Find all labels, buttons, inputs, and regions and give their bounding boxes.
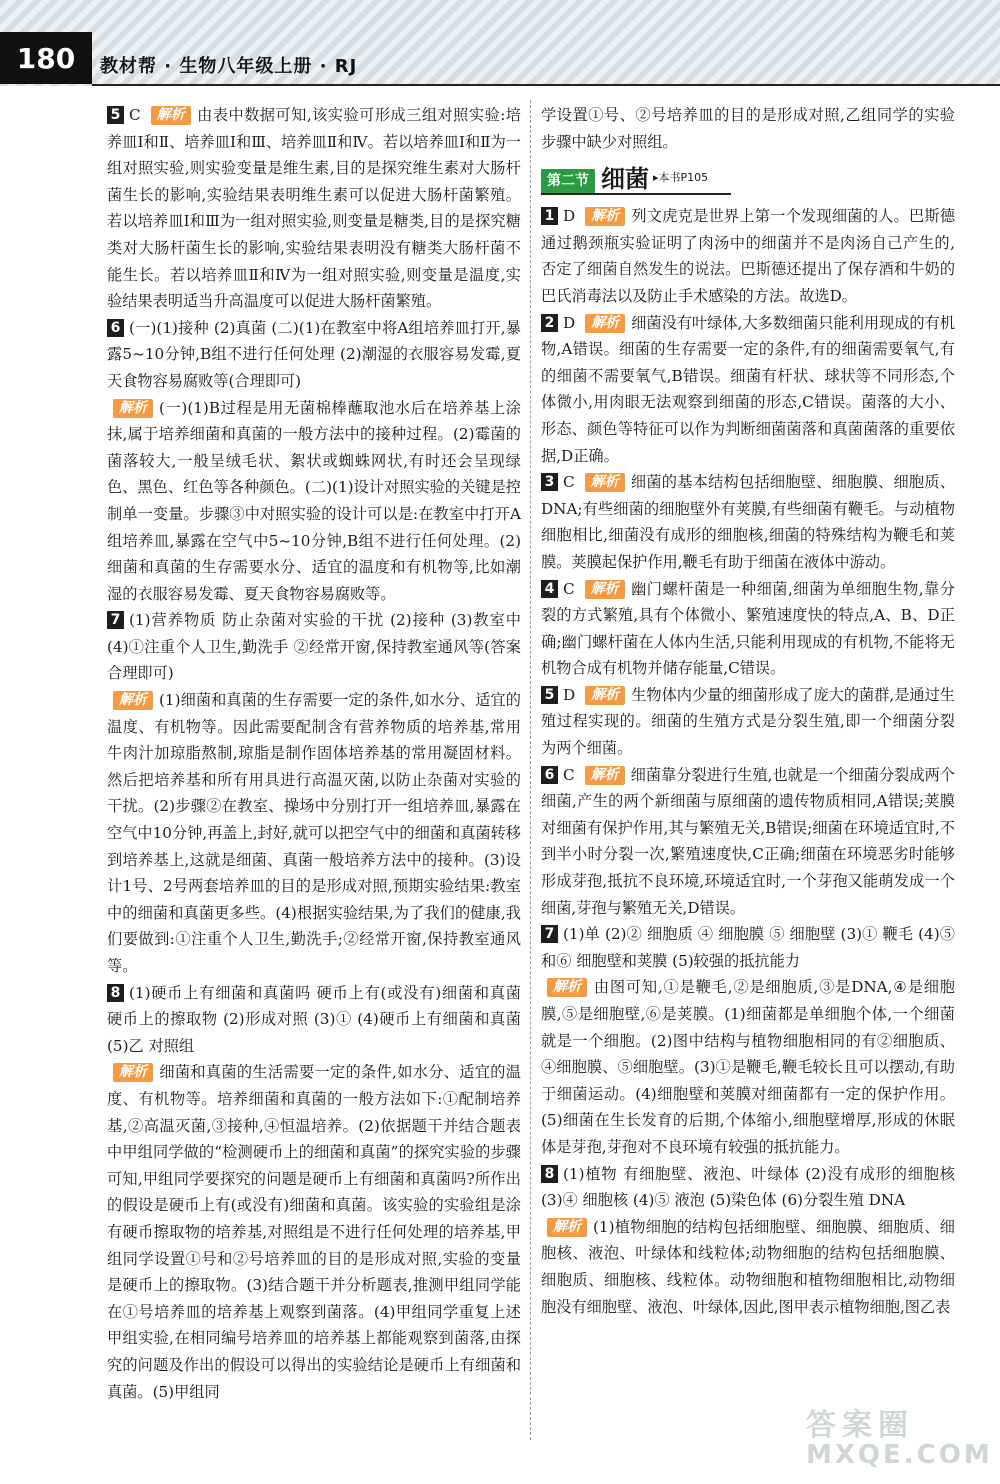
question-number: 6 [107,319,124,337]
answer-choice: D [563,313,576,332]
analysis-tag: 解析 [585,473,625,492]
question-number: 4 [541,580,558,598]
question-number: 8 [107,984,124,1002]
question-number: 5 [107,106,124,124]
question-number: 7 [107,611,124,629]
answer-entry [541,203,955,309]
watermark-top: 答案圈 [806,1408,914,1443]
entry-text: (1)单 (2)② 细胞质 ④ 细胞膜 ⑤ 细胞壁 (3)① 鞭毛 (4)⑤和⑥ 细胞壁和荚膜 (5)较强的抵抗能力 [541,925,955,970]
section-title: 细菌 [601,165,649,194]
question-number: 7 [541,925,558,943]
answer-choice: C [563,473,575,492]
entry-text: 细菌和真菌的生活需要一定的条件,如水分、适宜的温度、有机物等。培养细菌和真菌的一般方法如下:①配制培养基,②高温灭菌,③接种,④恒温培养。(2)依据题干并结合题表中甲组同学做的“检测硬币上的细菌和真菌”的探究实验的步骤可知,甲组同学要探究的问题是硬币上有细菌和真菌吗?所作出的假设是硬币上有(或没有)细菌和真菌。该实验的实验组是涂有硬币擦取物的培养基,对照组是不进行任何处理的培养基,甲组同学设置①号和②号培养皿的目的是形成对照,实验的变量是硬币上的擦取物。(3)结合题干并分析题表,推测甲组同学能在①号培养皿的培养基上观察到菌落。(4)甲组同学重复上述甲组实验,在相同编号培养皿的培养基上都能观察到菌落,由探究的问题及作出的假设可以得出的实验结论是硬币上有细菌和真菌。(5)甲组同 [107,1063,521,1401]
answer-entry [107,607,521,687]
entry-text: 细菌靠分裂进行生殖,也就是一个细菌分裂成两个细菌,产生的两个新细菌与原细菌的遗传物质相同,A错误;荚膜对细菌有保护作用,其与繁殖无关,B错误;细菌在环境适宜时,不到半小时分裂一次,繁殖速度快,C正确;细菌在环境恶劣时能够形成芽孢,抵抗不良环境,环境适宜时,一个芽孢又能萌发成一个细菌,芽孢与繁殖无关,D错误。 [541,765,955,917]
analysis-tag: 解析 [113,399,153,418]
entry-text: 列文虎克是世界上第一个发现细菌的人。巴斯德通过鹅颈瓶实验证明了肉汤中的细菌并不是肉汤自己产生的,否定了细菌自然发生的说法。巴斯德还提出了保存酒和牛奶的巴氏消毒法以及防止手术感染的方法。故选D。 [541,207,955,305]
question-number: 8 [541,1165,558,1183]
entry-text: (1)细菌和真菌的生存需要一定的条件,如水分、适宜的温度、有机物等。因此需要配制含有营养物质的培养基,常用牛肉汁加琼脂熬制,琼脂是制作固体培养基的常用凝固材料。然后把培养基和所有用具进行高温灭菌,以防止杂菌对实验的干扰。(2)步骤②在教室、操场中分别打开一组培养皿,暴露在空气中10分钟,再盖上,封好,就可以把空气中的细菌和真菌转移到培养基上,这就是细菌、真菌一般培养方法中的接种。(3)设计1号、2号两套培养皿的目的是形成对照,预期实验结果:教室中的细菌和真菌更多些。(4)根据实验结果,为了我们的健康,我们要做到:①注重个人卫生,勤洗手;②经常开窗,保持教室通风等。 [107,691,521,975]
answer-entry [541,310,955,470]
question-number: 6 [541,766,558,784]
entry-text: 由表中数据可知,该实验可形成三组对照实验:培养皿Ⅰ和Ⅱ、培养皿Ⅰ和Ⅲ、培养皿Ⅱ和Ⅳ。若以培养皿Ⅰ和Ⅱ为一组对照实验,则实验变量是维生素,目的是探究维生素对大肠杆菌生长的影响,实验结果表明维生素可以促进大肠杆菌繁殖。若以培养皿Ⅰ和Ⅲ为一组对照实验,则变量是糖类,目的是探究糖类对大肠杆菌生长的影响,实验结果表明没有糖类大肠杆菌不能生长。若以培养皿Ⅱ和Ⅳ为一组对照实验,则变量是温度,实验结果表明适当升高温度可以促进大肠杆菌繁殖。 [107,106,521,311]
analysis-tag: 解析 [585,766,625,785]
entry-text: (1)营养物质 防止杂菌对实验的干扰 (2)接种 (3)教室中 (4)①注重个人卫生,勤洗手 ②经常开窗,保持教室通风等(答案合理即可) [107,611,521,683]
analysis-tag: 解析 [113,1063,153,1082]
analysis-tag: 解析 [547,978,587,997]
answer-entry [107,395,521,608]
section-badge: 第二节 [541,169,595,193]
entry-text: (一)(1)接种 (2)真菌 (二)(1)在教室中将A组培养皿打开,暴露5~10分钟,B组不进行任何处理 (2)潮湿的衣服容易发霉,夏天食物容易腐败等(合理即可) [107,318,521,390]
watermark-bottom: MXQE.COM [806,1440,993,1470]
entry-text: (1)植物细胞的结构包括细胞壁、细胞膜、细胞质、细胞核、液泡、叶绿体和线粒体;动物细胞的结构包括细胞膜、细胞质、细胞核、线粒体。动物细胞和植物细胞相比,动物细胞没有细胞壁、液泡、叶绿体,因此,图甲表示植物细胞,图乙表 [541,1217,955,1316]
answer-entry [541,1161,955,1214]
analysis-tag: 解析 [585,207,625,226]
answer-entry [107,102,521,315]
answer-entry [541,974,955,1160]
answer-choice: C [563,579,575,598]
answer-entry [541,1214,955,1320]
answer-choice: D [563,685,576,704]
watermark-logo [806,1400,993,1470]
entry-text: 细菌的基本结构包括细胞壁、细胞膜、细胞质、DNA;有些细菌的细胞壁外有荚膜,有些细菌有鞭毛。与动植物细胞相比,细菌没有成形的细胞核,细菌的特殊结构为鞭毛和荚膜。荚膜起保护作用,鞭毛有助于细菌在液体中游动。 [541,473,955,571]
answer-entry [541,762,955,922]
entry-text: 细菌没有叶绿体,大多数细菌只能利用现成的有机物,A错误。细菌的生存需要一定的条件,有的细菌需要氧气,有的细菌不需要氧气,B错误。细菌有杆状、球状等不同形态,个体微小,用肉眼无法观察到细菌的形态,C错误。菌落的大小、形态、颜色等特征可以作为判断细菌菌落和真菌菌落的重要依据,D正确。 [541,313,955,465]
answer-entry [541,576,955,682]
left-column [107,102,521,1405]
question-number: 5 [541,686,558,704]
question-number: 2 [541,314,558,332]
right-column [541,102,955,1320]
column-divider [530,100,531,1440]
entry-text: (1)植物 有细胞壁、液泡、叶绿体 (2)没有成形的细胞核 (3)④ 细胞核 (4)⑤ 液泡 (5)染色体 (6)分裂生殖 DNA [541,1164,955,1210]
page-number: 180 [0,32,92,84]
analysis-tag: 解析 [151,106,191,125]
entry-text: 生物体内少量的细菌形成了庞大的菌群,是通过生殖过程实现的。细菌的生殖方式是分裂生殖,即一个细菌分裂为两个细菌。 [541,685,955,758]
answer-entry [107,687,521,980]
book-title: 教材帮 · 生物八年级上册 · RJ [100,56,358,77]
answer-entry [107,1059,521,1405]
right-entries [541,203,955,1320]
answer-choice: C [563,765,575,784]
analysis-tag: 解析 [585,314,625,333]
entry-text: 幽门螺杆菌是一种细菌,细菌为单细胞生物,靠分裂的方式繁殖,具有个体微小、繁殖速度快的特点,A、B、D正确;幽门螺杆菌在人体内生活,只能利用现成的有机物,不能将无机物合成有机物并储存能量,C错误。 [541,579,955,678]
entry-text: (一)(1)B过程是用无菌棉棒蘸取池水后在培养基上涂抹,属于培养细菌和真菌的一般方法中的接种过程。(2)霉菌的菌落较大,一般呈绒毛状、絮状或蜘蛛网状,有时还会呈现绿色、黑色、红色等各种颜色。(二)(1)设计对照实验的关键是控制单一变量。步骤③中对照实验的设计可以是:在教室中打开A组培养皿,暴露在空气中5~10分钟,B组不进行任何处理。(2)细菌和真菌的生存需要水分、适宜的温度和有机物等,比如潮湿的衣服容易发霉、夏天食物容易腐败等。 [107,398,521,603]
analysis-tag: 解析 [585,580,625,599]
analysis-tag: 解析 [585,686,625,705]
right-intro-text: 学设置①号、②号培养皿的目的是形成对照,乙组同学的实验步骤中缺少对照组。 [541,106,955,151]
answer-entry [541,682,955,762]
header-rule [92,84,1000,86]
answer-entry [541,921,955,974]
answer-entry [107,980,521,1060]
page-header [0,0,1000,86]
analysis-tag: 解析 [113,691,153,710]
question-number: 3 [541,473,558,491]
question-number: 1 [541,207,558,225]
entry-text: (1)硬币上有细菌和真菌吗 硬币上有(或没有)细菌和真菌 硬币上的擦取物 (2)形成对照 (3)① (4)硬币上有细菌和真菌 (5)乙 对照组 [107,983,521,1055]
entry-text: 由图可知,①是鞭毛,②是细胞质,③是DNA,④是细胞膜,⑤是细胞壁,⑥是荚膜。(1)细菌都是单细胞个体,一个细菌就是一个细胞。(2)图中结构与植物细胞相同的有②细胞质、④细胞膜、⑤细胞壁。(3)①是鞭毛,鞭毛较长且可以摆动,有助于细菌运动。(4)细胞壁和荚膜对细菌都有一定的保护作用。(5)细菌在生长发育的后期,个体缩小,细胞壁增厚,形成的休眠体是芽孢,芽孢对不良环境有较强的抵抗能力。 [541,978,955,1156]
answer-choice: D [563,207,576,226]
answer-choice: C [129,106,141,124]
analysis-tag: 解析 [547,1218,587,1237]
answer-entry [107,315,521,395]
section-heading [541,159,731,195]
answer-entry [541,469,955,575]
section-page-ref: ▸本书P105 [653,170,709,184]
